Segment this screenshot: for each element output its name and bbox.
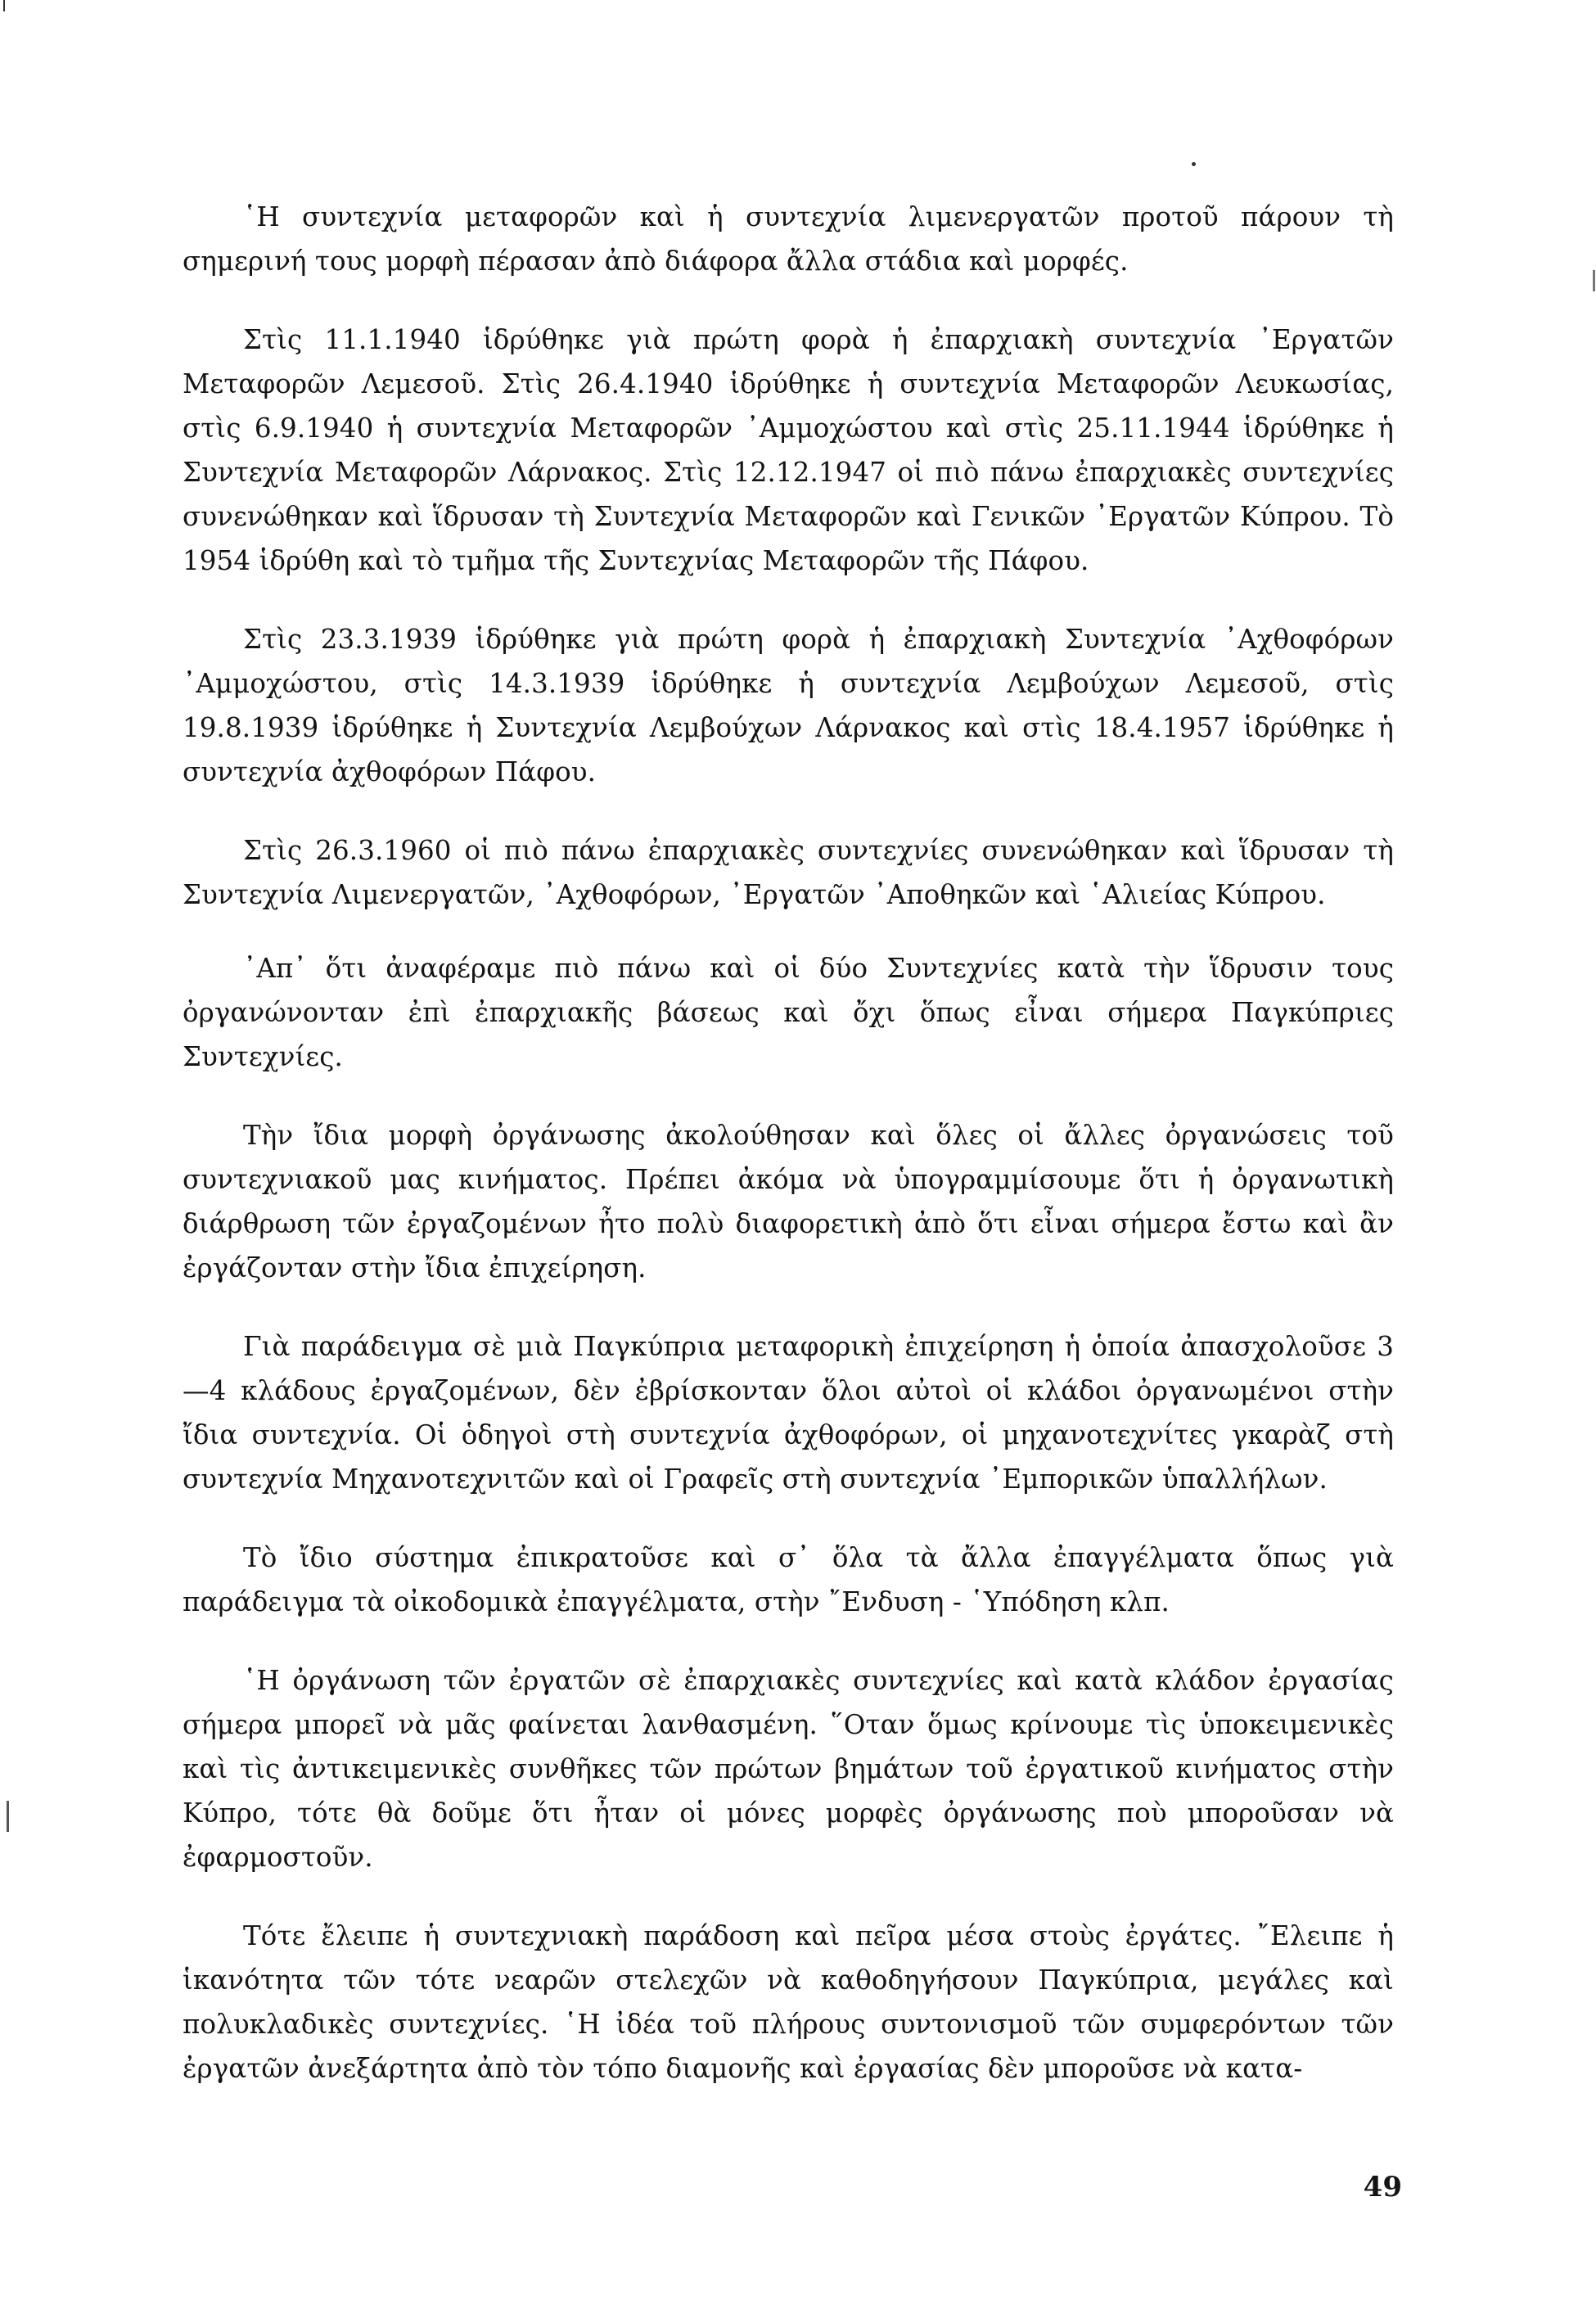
paragraph-8: Τὸ ἴδιο σύστημα ἐπικρατοῦσε καὶ σ᾿ ὅλα τὰ ἄλλα ἐπαγγέλματα ὅπως γιὰ παράδειγμα τὰ οἰκοδομικὰ ἐπαγγέλματα, στὴν ῎Ενδυση - ῾Υπόδηση κλπ. bbox=[183, 1542, 1394, 1617]
paragraph-9: ῾Η ὀργάνωση τῶν ἐργατῶν σὲ ἐπαρχιακὲς συντεχνίες καὶ κατὰ κλάδον ἐργασίας σήμερα μπορεῖ νὰ μᾶς φαίνεται λανθασμένη. ῞Οταν ὅμως κρίνουμε τὶς ὑποκειμενικὲς καὶ τὶς ἀντικειμενικὲς συνθῆκες τῶν πρώτων βημάτων τοῦ ἐργατικοῦ κινήματος στὴν Κύπρο, τότε θὰ δοῦμε ὅτι ἦταν οἱ μόνες μορφὲς ὀργάνωσης ποὺ μποροῦσαν νὰ ἐφαρμοστοῦν. bbox=[183, 1665, 1394, 1873]
body-text bbox=[183, 195, 1394, 2125]
paragraph-3: Στὶς 23.3.1939 ἱδρύθηκε γιὰ πρώτη φορὰ ἡ ἐπαρχιακὴ Συντεχνία ᾿Αχθοφόρων ᾿Αμμοχώστου, στὶς 14.3.1939 ἱδρύθηκε ἡ συντεχνία Λεμβούχων Λεμεσοῦ, στὶς 19.8.1939 ἱδρύθηκε ἡ Συντεχνία Λεμβούχων Λάρνακος καὶ στὶς 18.4.1957 ἱδρύθηκε ἡ συντεχνία ἀχθοφόρων Πάφου. bbox=[183, 624, 1394, 787]
scan-speck-top-right bbox=[1192, 162, 1196, 166]
paragraph-2: Στὶς 11.1.1940 ἱδρύθηκε γιὰ πρώτη φορὰ ἡ ἐπαρχιακὴ συντεχνία ᾿Εργατῶν Μεταφορῶν Λεμεσοῦ. Στὶς 26.4.1940 ἱδρύθηκε ἡ συντεχνία Μεταφορῶν Λευκωσίας, στὶς 6.9.1940 ἡ συντεχνία Μεταφορῶν ᾿Αμμοχώστου καὶ στὶς 25.11.1944 ἱδρύθηκε ἡ Συντεχνία Μεταφορῶν Λάρνακος. Στὶς 12.12.1947 οἱ πιὸ πάνω ἐπαρχιακὲς συντεχνίες συνενώθηκαν καὶ ἵδρυσαν τὴ Συντεχνία Μεταφορῶν καὶ Γενικῶν ᾿Εργατῶν Κύπρου. Τὸ 1954 ἱδρύθη καὶ τὸ τμῆμα τῆς Συντεχνίας Μεταφορῶν τῆς Πάφου. bbox=[183, 324, 1394, 576]
paragraph-5: ᾿Απ᾿ ὅτι ἀναφέραμε πιὸ πάνω καὶ οἱ δύο Συντεχνίες κατὰ τὴν ἵδρυσιν τους ὀργανώνονταν ἐπὶ ἐπαρχιακῆς βάσεως καὶ ὄχι ὅπως εἶναι σήμερα Παγκύπριες Συντεχνίες. bbox=[183, 953, 1394, 1072]
page-number: 49 bbox=[1363, 2171, 1402, 2203]
paragraph-10: Τότε ἔλειπε ἡ συντεχνιακὴ παράδοση καὶ πεῖρα μέσα στοὺς ἐργάτες. ῎Ελειπε ἡ ἱκανότητα τῶν τότε νεαρῶν στελεχῶν νὰ καθοδηγήσουν Παγκύπρια, μεγάλες καὶ πολυκλαδικὲς συντεχνίες. ῾Η ἰδέα τοῦ πλήρους συντονισμοῦ τῶν συμφερόντων τῶν ἐργατῶν ἀνεξάρτητα ἀπὸ τὸν τόπο διαμονῆς καὶ ἐργασίας δὲν μποροῦσε νὰ κατα- bbox=[183, 1920, 1394, 2084]
paragraph-1: ῾Η συντεχνία μεταφορῶν καὶ ἡ συντεχνία λιμενεργατῶν προτοῦ πάρουν τὴ σημερινή τους μορφὴ πέρασαν ἀπὸ διάφορα ἄλλα στάδια καὶ μορφές. bbox=[183, 201, 1394, 277]
scan-speck-left-edge bbox=[7, 1801, 9, 1832]
paragraph-7: Γιὰ παράδειγμα σὲ μιὰ Παγκύπρια μεταφορικὴ ἐπιχείρηση ἡ ὁποία ἀπασχολοῦσε 3—4 κλάδους ἐργαζομένων, δὲν ἐβρίσκονταν ὅλοι αὐτοὶ οἱ κλάδοι ὀργανωμένοι στὴν ἴδια συντεχνία. Οἱ ὁδηγοὶ στὴ συντεχνία ἀχθοφόρων, οἱ μηχανοτεχνίτες γκαρὰζ στὴ συντεχνία Μηχανοτεχνιτῶν καὶ οἱ Γραφεῖς στὴ συντεχνία ᾿Εμπορικῶν ὑπαλλήλων. bbox=[183, 1331, 1394, 1495]
paragraph-6: Τὴν ἴδια μορφὴ ὀργάνωσης ἀκολούθησαν καὶ ὅλες οἱ ἄλλες ὀργανώσεις τοῦ συντεχνιακοῦ μας κινήματος. Πρέπει ἀκόμα νὰ ὑπογραμμίσουμε ὅτι ἡ ὀργανωτικὴ διάρθρωση τῶν ἐργαζομένων ἦτο πολὺ διαφορετικὴ ἀπὸ ὅτι εἶναι σήμερα ἔστω καὶ ἂν ἐργάζονταν στὴν ἴδια ἐπιχείρηση. bbox=[183, 1120, 1394, 1283]
paragraph-4: Στὶς 26.3.1960 οἱ πιὸ πάνω ἐπαρχιακὲς συντεχνίες συνενώθηκαν καὶ ἵδρυσαν τὴ Συντεχνία Λιμενεργατῶν, ᾿Αχθοφόρων, ᾿Εργατῶν ᾿Αποθηκῶν καὶ ῾Αλιείας Κύπρου. bbox=[183, 835, 1394, 910]
scan-speck-right-edge bbox=[1593, 270, 1595, 291]
scan-speck-top-left bbox=[3, 0, 5, 11]
